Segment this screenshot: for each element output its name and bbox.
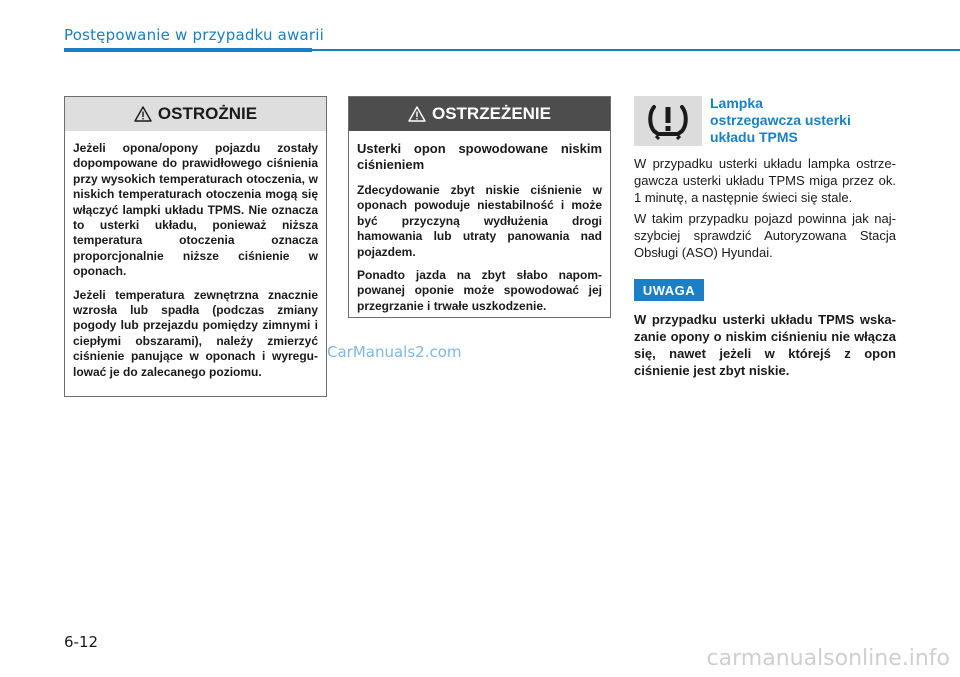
warning-paragraph: Zdecydowanie zbyt niskie ciśnienie w oponach powoduje niestabilność i może być przyczyną wydłużenia drogi hamowania lub utraty panowania nad pojazdem. [357, 183, 602, 259]
warning-triangle-icon [134, 106, 152, 122]
caution-paragraph: Jeżeli opona/opony pojazdu zostały dopompowane do prawidłowego ciśnienia przy wysokich temperaturach otoczenia, w niskich temperaturach otoczenia mogą się włączyć lampki układu TPMS. Nie oznacza to usterki układu, ponieważ niższa temperatura otoczenia oznacza proporcjonalnie niższe ciśnienie w oponach. [73, 141, 318, 279]
warning-subtitle: Usterki opon spowodowane niskim ciśnieniem [357, 141, 602, 172]
warning-triangle-icon [408, 106, 426, 122]
note-label-badge: UWAGA [634, 279, 704, 301]
lamp-section-title [710, 95, 851, 146]
warning-box-title: OSTRZEŻENIE [431, 104, 551, 123]
section-title: Postępowanie w przypadku awarii [64, 26, 325, 44]
caution-box-body [65, 131, 326, 388]
caution-box-header [65, 97, 326, 131]
lamp-paragraph: W takim przypadku pojazd powinna jak najszybciej sprawdzić Autoryzowana Stacja Obsługi (ASO) Hyundai. [634, 211, 896, 260]
warning-box-body [349, 131, 610, 322]
watermark-text: CarManuals2.com [327, 343, 462, 361]
note-text: W przypadku usterki układu TPMS wskazanie opony o niskim ciśnieniu nie włącza się, nawet jeżeli w którejś z opon ciśnienie jest zbyt niskie. [634, 312, 896, 378]
lamp-title-line: ostrzegawcza usterki [710, 112, 851, 128]
tpms-warning-icon [644, 101, 692, 141]
warning-box [348, 96, 611, 318]
footer-watermark: carmanualsonline.info [706, 646, 950, 671]
lamp-title-line: układu TPMS [710, 129, 798, 145]
lamp-paragraph: W przypadku usterki układu lampka ostrzegawcza usterki układu TPMS miga przez ok. 1 minutę, a następnie świeci się stale. [634, 156, 896, 205]
caution-paragraph: Jeżeli temperatura zewnętrzna znacznie wzrosła lub spadła (podczas zmiany pogody lub przejazdu pomiędzy zimnymi i ciepłymi obszarami), należy zmierzyć ciśnienie panujące w oponach i wyregulować je do zalecanego poziomu. [73, 287, 318, 379]
tpms-icon-box [634, 96, 702, 146]
caution-box [64, 96, 327, 397]
header-divider [64, 49, 960, 51]
warning-paragraph: Ponadto jazda na zbyt słabo napompowanej oponie może spowodować jej przegrzanie i trwałe uszkodzenie. [357, 268, 602, 313]
page-number: 6-12 [64, 633, 99, 651]
caution-box-title: OSTROŻNIE [157, 104, 258, 123]
lamp-title-line: Lampka [710, 95, 763, 111]
warning-box-header [349, 97, 610, 131]
